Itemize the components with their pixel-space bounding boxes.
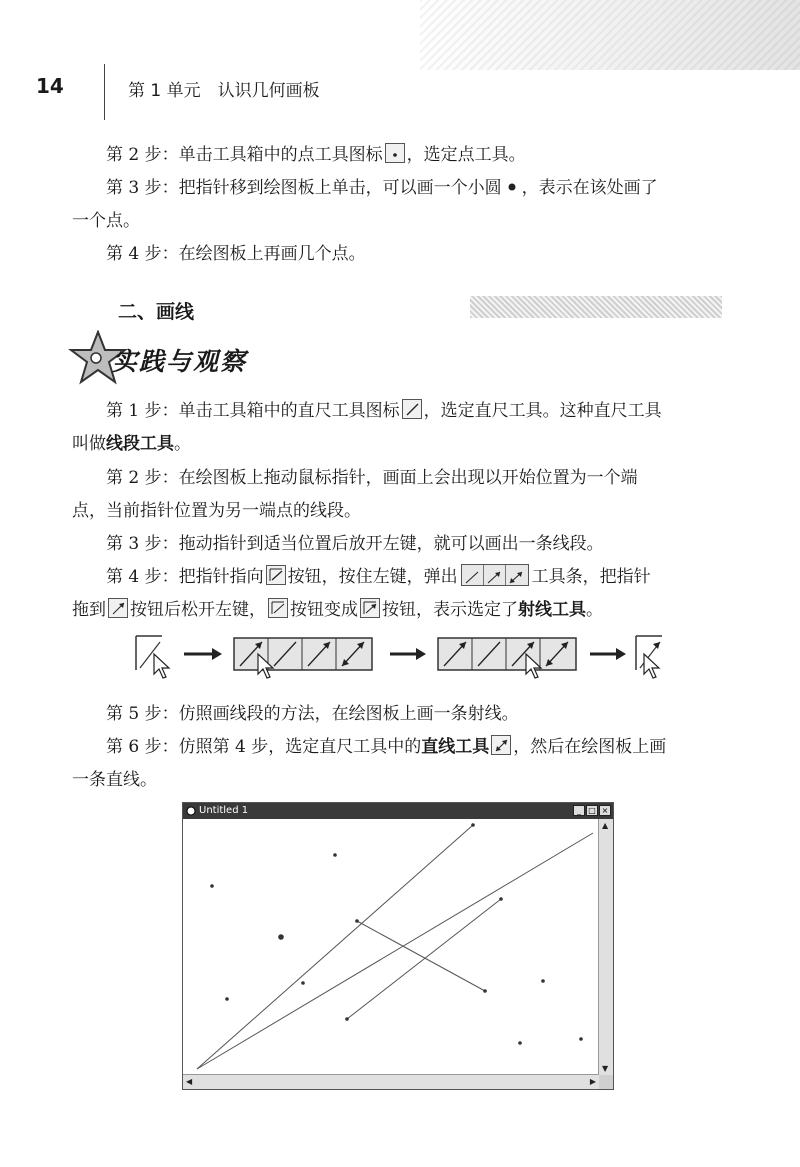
step-text: 第 6 步：仿照第 4 步，选定直尺工具中的 xyxy=(106,737,422,757)
right-arrow-icon xyxy=(184,648,222,660)
step-text: 。 xyxy=(586,600,603,620)
right-arrow-icon xyxy=(590,648,626,660)
ray-tool-icon xyxy=(108,598,128,618)
term-line-tool: 直线工具 xyxy=(421,737,490,757)
window-title: Untitled 1 xyxy=(199,805,249,816)
step-text: 第 4 步：在绘图板上再画几个点。 xyxy=(106,244,366,264)
step-text: 第 2 步：在绘图板上拖动鼠标指针，画面上会出现以开始位置为一个端 xyxy=(106,468,638,488)
step-text: 点，当前指针位置为另一端点的线段。 xyxy=(72,501,361,521)
right-arrow-icon xyxy=(390,648,426,660)
practice-banner: 实践与观察 xyxy=(112,347,248,376)
point xyxy=(541,979,545,983)
point xyxy=(210,884,214,888)
tool-sequence-figure xyxy=(128,628,668,684)
point xyxy=(333,853,337,857)
point-tool-icon xyxy=(385,143,405,163)
scroll-left-icon[interactable]: ◀ xyxy=(186,1077,193,1086)
intro-step-4 xyxy=(72,238,732,271)
term-ray-tool: 射线工具 xyxy=(518,600,586,620)
point xyxy=(278,934,284,940)
point xyxy=(483,989,487,993)
window-titlebar[interactable] xyxy=(183,803,613,819)
step-text: 按钮，按住左键，弹出 xyxy=(287,567,458,587)
step-1 xyxy=(72,395,732,461)
scroll-down-icon[interactable]: ▼ xyxy=(602,1064,609,1073)
step-text: 拖到 xyxy=(72,600,106,620)
step-text: 第 1 步：单击工具箱中的直尺工具图标 xyxy=(106,401,400,421)
point xyxy=(518,1041,522,1045)
point xyxy=(471,823,475,827)
step-text: ，表示在该处画了 xyxy=(521,178,658,198)
step-text: ，选定点工具。 xyxy=(406,145,526,165)
step-text: 第 3 步：把指针移到绘图板上单击，可以画一个小圆 xyxy=(106,178,502,198)
segment-tool-icon xyxy=(402,399,422,419)
drawing-canvas[interactable] xyxy=(183,819,599,1075)
step-text: 。 xyxy=(174,434,191,454)
sketch-window xyxy=(182,802,614,1090)
step-text: 工具条，把指针 xyxy=(531,567,651,587)
step-text: 叫做 xyxy=(72,434,106,454)
step-2 xyxy=(72,462,732,528)
point xyxy=(355,919,359,923)
step-text: 第 3 步：拖动指针到适当位置后放开左键，就可以画出一条线段。 xyxy=(106,534,604,554)
horizontal-scrollbar[interactable] xyxy=(183,1074,599,1089)
straight-line xyxy=(197,833,593,1069)
small-circle-icon xyxy=(505,180,519,194)
minimize-button[interactable]: _ xyxy=(573,805,585,816)
header-divider xyxy=(104,64,105,120)
segment-tool-icon xyxy=(266,565,286,585)
point xyxy=(345,1017,349,1021)
step-text: 第 5 步：仿照画线段的方法，在绘图板上画一条射线。 xyxy=(106,704,519,724)
intro-step-3 xyxy=(72,172,732,238)
section-decoration-bar xyxy=(470,296,722,318)
maximize-button[interactable]: □ xyxy=(586,805,598,816)
ray-line xyxy=(197,825,473,1069)
header-decoration xyxy=(420,0,800,70)
step-text: 按钮后松开左键， xyxy=(130,600,266,620)
intro-step-2 xyxy=(72,139,732,172)
ruler-toolbar xyxy=(461,564,529,586)
resize-grip[interactable] xyxy=(599,1075,613,1089)
step-text: ，选定直尺工具。这种直尺工具 xyxy=(423,401,662,421)
line-tool-icon xyxy=(491,735,511,755)
step-text: 一个点。 xyxy=(72,211,140,231)
ruler-toolbar-popup xyxy=(438,638,576,670)
step-6 xyxy=(72,731,732,797)
mouse-cursor-icon xyxy=(644,654,659,678)
line-segment xyxy=(357,921,485,991)
line-segment xyxy=(347,899,501,1019)
point xyxy=(499,897,503,901)
point xyxy=(301,981,305,985)
page-number: 14 xyxy=(36,74,64,98)
app-icon xyxy=(186,806,196,816)
section-title: 二、画线 xyxy=(118,301,195,323)
step-text: 第 2 步：单击工具箱中的点工具图标 xyxy=(106,145,383,165)
step-text: 按钮，表示选定了 xyxy=(382,600,518,620)
step-text: 按钮变成 xyxy=(290,600,358,620)
step-4 xyxy=(72,561,732,627)
step-5 xyxy=(72,698,732,731)
scroll-up-icon[interactable]: ▲ xyxy=(602,821,609,830)
point xyxy=(579,1037,583,1041)
ray-tool-icon xyxy=(360,598,380,618)
vertical-scrollbar[interactable] xyxy=(598,819,613,1075)
term-segment-tool: 线段工具 xyxy=(106,434,174,454)
ruler-toolbar-popup xyxy=(234,638,372,670)
unit-title: 第 1 单元 认识几何画板 xyxy=(128,81,320,101)
step-3 xyxy=(72,528,732,561)
step-text: 一条直线。 xyxy=(72,770,157,790)
segment-tool-icon xyxy=(268,598,288,618)
point xyxy=(225,997,229,1001)
mouse-cursor-icon xyxy=(154,654,169,678)
scroll-right-icon[interactable]: ▶ xyxy=(589,1077,596,1086)
step-text: ，然后在绘图板上画 xyxy=(513,737,667,757)
close-button[interactable]: × xyxy=(599,805,611,816)
step-text: 第 4 步：把指针指向 xyxy=(106,567,264,587)
